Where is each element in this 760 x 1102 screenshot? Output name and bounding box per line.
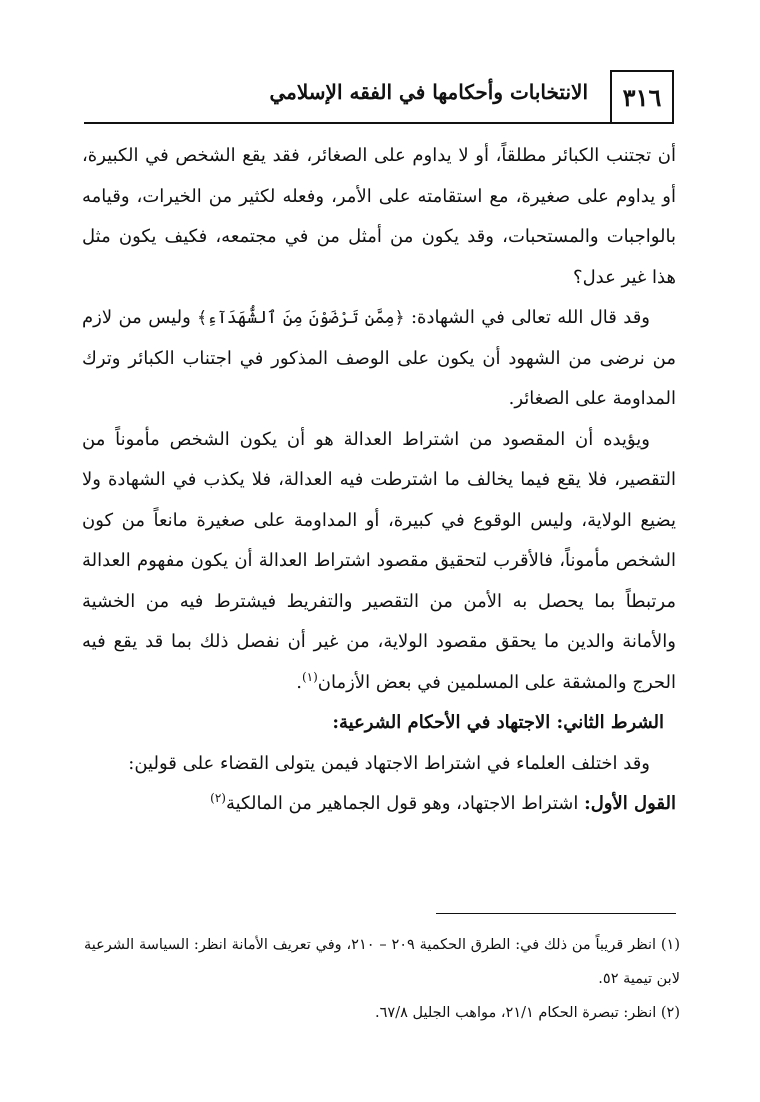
paragraph-2-intro: وقد قال الله تعالى في الشهادة: bbox=[404, 307, 650, 328]
paragraph-5-text: اشتراط الاجتهاد، وهو قول الجماهير من المالكية bbox=[225, 793, 585, 814]
quran-verse: ﴿مِمَّن تَرْضَوْنَ مِنَ ٱلشُّهَدَآءِ﴾ bbox=[197, 308, 405, 328]
footnote-2: (٢) انظر: تبصرة الحكام ٢١/١، مواهب الجليل ٦٧/٨. bbox=[375, 1005, 680, 1021]
section-heading: الشرط الثاني: الاجتهاد في الأحكام الشرعية: bbox=[332, 712, 664, 733]
page-number: ٣١٦ bbox=[610, 70, 674, 122]
paragraph-5 bbox=[82, 784, 676, 825]
paragraph-3-end: . bbox=[296, 671, 302, 693]
paragraph-2-rest: وليس من لازم من نرضى من الشهود أن يكون على الوصف المذكور في اجتناب الكبائر وترك المداومة على الصغائر. bbox=[82, 307, 676, 409]
paragraph-3 bbox=[82, 420, 676, 704]
page-header bbox=[84, 70, 674, 124]
paragraph-1: أن تجتنب الكبائر مطلقاً، أو لا يداوم على الصغائر، فقد يقع الشخص في الكبيرة، أو يداوم على صغيرة، مع استقامته على الأمر، وفعله لكثير من الخيرات، وقيامه بالواجبات والمستحبات، وقد يكون من أمثل من في مجتمعه، فكيف يكون مثل هذا غير عدل؟ bbox=[82, 145, 676, 288]
footnote-ref-1[interactable]: (١) bbox=[301, 669, 318, 684]
footnote-ref-2[interactable]: (٢) bbox=[210, 791, 226, 805]
paragraph-2 bbox=[82, 298, 676, 420]
footnote-separator bbox=[436, 913, 676, 914]
paragraph-4: وقد اختلف العلماء في اشتراط الاجتهاد فيمن يتولى القضاء على قولين: bbox=[128, 752, 650, 774]
footnotes bbox=[84, 928, 680, 1030]
main-text bbox=[82, 136, 676, 825]
paragraph-3-text: ويؤيده أن المقصود من اشتراط العدالة هو أن يكون الشخص مأموناً من التقصير، فلا يقع فيما يخالف ما اشترطت فيه العدالة، فلا يكذب في الشهادة ولا يضيع الولاية، وليس الوقوع في كبيرة، أو المداومة على صغيرة مانعاً من كون الشخص مأموناً، فالأقرب لتحقيق مقصود اشتراط العدالة أن يكون مفهوم العدالة مرتبطاً بما يحصل به الأمن من التقصير والتفريط فيشترط فيه من الخشية والأمانة والدين ما يحقق مقصود الولاية، من غير أن نفصل ذلك بما قد يقع فيه الحرج والمشقة على المسلمين في بعض الأزمان bbox=[82, 428, 676, 693]
paragraph-5-lead: القول الأول: bbox=[584, 793, 676, 814]
footnote-1: (١) انظر قريباً من ذلك في: الطرق الحكمية ٢٠٩ – ٢١٠، وفي تعريف الأمانة انظر: السياسة الشرعية لابن تيمية ٥٢. bbox=[84, 937, 680, 987]
running-title: الانتخابات وأحكامها في الفقه الإسلامي bbox=[269, 80, 588, 104]
